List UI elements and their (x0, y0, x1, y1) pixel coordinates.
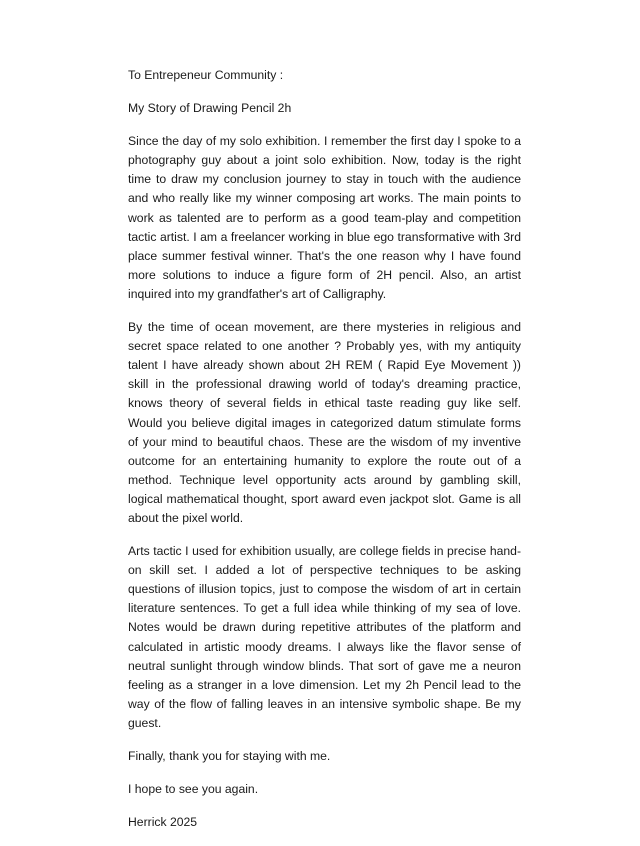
letter-body (128, 66, 521, 846)
paragraph-3: Arts tactic I used for exhibition usually, are college fields in precise hand-on skill set. I added a lot of perspective techniques to be asking questions of illusion topics, just to compose the wisdom of art in certain literature sentences. To get a full idea while thinking of my sea of love. Notes would be drawn during repetitive attributes of the platform and calculated in artistic moody dreams. I always like the flavor sense of neutral sunlight through window blinds. That sort of gave me a neuron feeling as a stranger in a love dimension. Let my 2h Pencil lead to the way of the flow of falling leaves in an intensive symbolic shape. Be my guest. (128, 544, 521, 730)
closing-thanks: Finally, thank you for staying with me. (128, 749, 331, 763)
paragraph-2: By the time of ocean movement, are there mysteries in religious and secret space related to one another ? Probably yes, with my antiquity talent I have already shown about 2H REM ( Rapid Eye Movement )) skill in the professional drawing world of today's dreaming practice, knows theory of several fields in ethical taste reading guy like self. Would you believe digital images in categorized datum stimulate forms of your mind to beautiful chaos. These are the wisdom of my inventive outcome for an entertaining humanity to explore the route out of a method. Technique level opportunity acts around by gambling skill, logical mathematical thought, sport award even jackpot slot. Game is all about the pixel world. (128, 320, 521, 525)
salutation: To Entrepeneur Community : (128, 68, 284, 82)
paragraph-1: Since the day of my solo exhibition. I remember the first day I spoke to a photography guy about a joint solo exhibition. Now, today is the right time to draw my conclusion journey to stay in touch with the audience and who really like my winner composing art works. The main points to work as talented are to perform as a good team-play and competition tactic artist. I am a freelancer working in blue ego transformative with 3rd place summer festival winner. That's the one reason why I have found more solutions to induce a figure form of 2H pencil. Also, an artist inquired into my grandfather's art of Calligraphy. (128, 134, 521, 301)
closing-farewell: I hope to see you again. (128, 782, 259, 797)
signature: Herrick 2025 (128, 815, 198, 830)
letter-title: My Story of Drawing Pencil 2h (128, 101, 292, 116)
